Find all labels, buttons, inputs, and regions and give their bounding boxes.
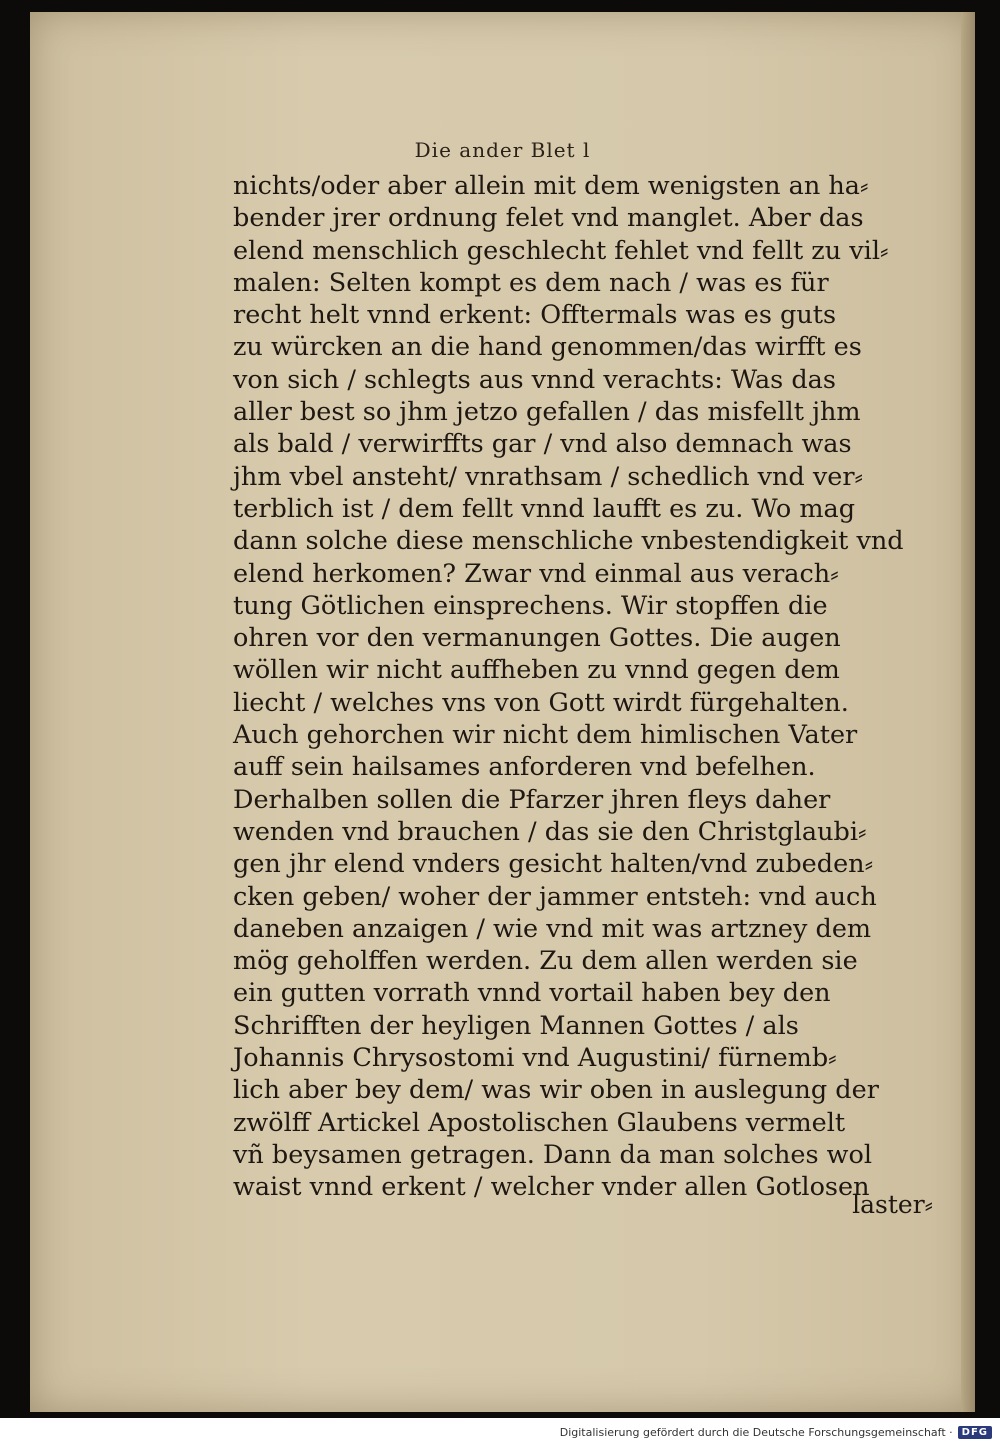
text-line: malen: Selten kompt es dem nach / was es für [233, 267, 829, 298]
catchword: laster⸗ [852, 1190, 933, 1219]
dfg-logo: DFG [958, 1426, 992, 1439]
text-line: recht helt vnnd erkent: Offtermals was es guts [233, 300, 837, 331]
text-line: bender jrer ordnung felet vnd manglet. Aber das [233, 203, 864, 234]
text-line: elend menschlich geschlecht fehlet vnd fellt zu vil⸗ [233, 235, 889, 266]
text-line: zu würcken an die hand genommen/das wirfft es [233, 332, 862, 363]
text-line: terblich ist / dem fellt vnnd laufft es zu. Wo mag [233, 493, 856, 524]
text-line: wenden vnd brauchen / das sie den Christglaubi⸗ [233, 816, 867, 847]
text-line: daneben anzaigen / wie vnd mit was artzney dem [233, 913, 872, 944]
body-text [233, 170, 933, 1204]
footer-bar [0, 1418, 1000, 1446]
text-line: mög geholffen werden. Zu dem allen werden sie [233, 946, 858, 977]
text-line: jhm vbel ansteht/ vnrathsam / schedlich vnd ver⸗ [233, 461, 864, 492]
text-line: ein gutten vorrath vnnd vortail haben bey den [233, 978, 831, 1009]
text-line: Auch gehorchen wir nicht dem himlischen Vater [233, 720, 858, 751]
text-line: Johannis Chrysostomi vnd Augustini/ fürnemb⸗ [233, 1043, 837, 1074]
page-edge [961, 12, 975, 1412]
text-line: zwölff Artickel Apostolischen Glaubens vermelt [233, 1107, 846, 1138]
text-line: dann solche diese menschliche vnbestendigkeit vnd [233, 526, 904, 557]
text-line: auff sein hailsames anforderen vnd befelhen. [233, 752, 816, 783]
text-line: waist vnnd erkent / welcher vnder allen Gotlosen [233, 1172, 870, 1203]
text-line: als bald / verwirffts gar / vnd also demnach was [233, 429, 852, 460]
book-page [30, 12, 975, 1412]
text-line: Derhalben sollen die Pfarzer jhren fleys daher [233, 784, 831, 815]
text-line: lich aber bey dem/ was wir oben in auslegung der [233, 1075, 879, 1106]
text-line: Schrifften der heyligen Mannen Gottes / als [233, 1010, 799, 1041]
footer-credit: Digitalisierung gefördert durch die Deutsche Forschungsgemeinschaft · [559, 1425, 953, 1439]
text-line: cken geben/ woher der jammer entsteh: vnd auch [233, 881, 877, 912]
text-line: aller best so jhm jetzo gefallen / das misfellt jhm [233, 397, 861, 428]
text-line: von sich / schlegts aus vnnd verachts: Was das [233, 364, 836, 395]
text-line: gen jhr elend vnders gesicht halten/vnd zubeden⸗ [233, 849, 874, 880]
text-line: elend herkomen? Zwar vnd einmal aus verach⸗ [233, 558, 839, 589]
text-line: nichts/oder aber allein mit dem wenigsten an ha⸗ [233, 171, 869, 201]
page-header: Die ander Blet l [414, 138, 591, 162]
text-line: ohren vor den vermanungen Gottes. Die augen [233, 623, 841, 654]
text-line: tung Götlichen einsprechens. Wir stopffen die [233, 590, 828, 621]
text-line: wöllen wir nicht auffheben zu vnnd gegen dem [233, 655, 840, 686]
text-line: liecht / welches vns von Gott wirdt fürgehalten. [233, 687, 849, 718]
text-line: vñ beysamen getragen. Dann da man solches wol [233, 1139, 873, 1170]
